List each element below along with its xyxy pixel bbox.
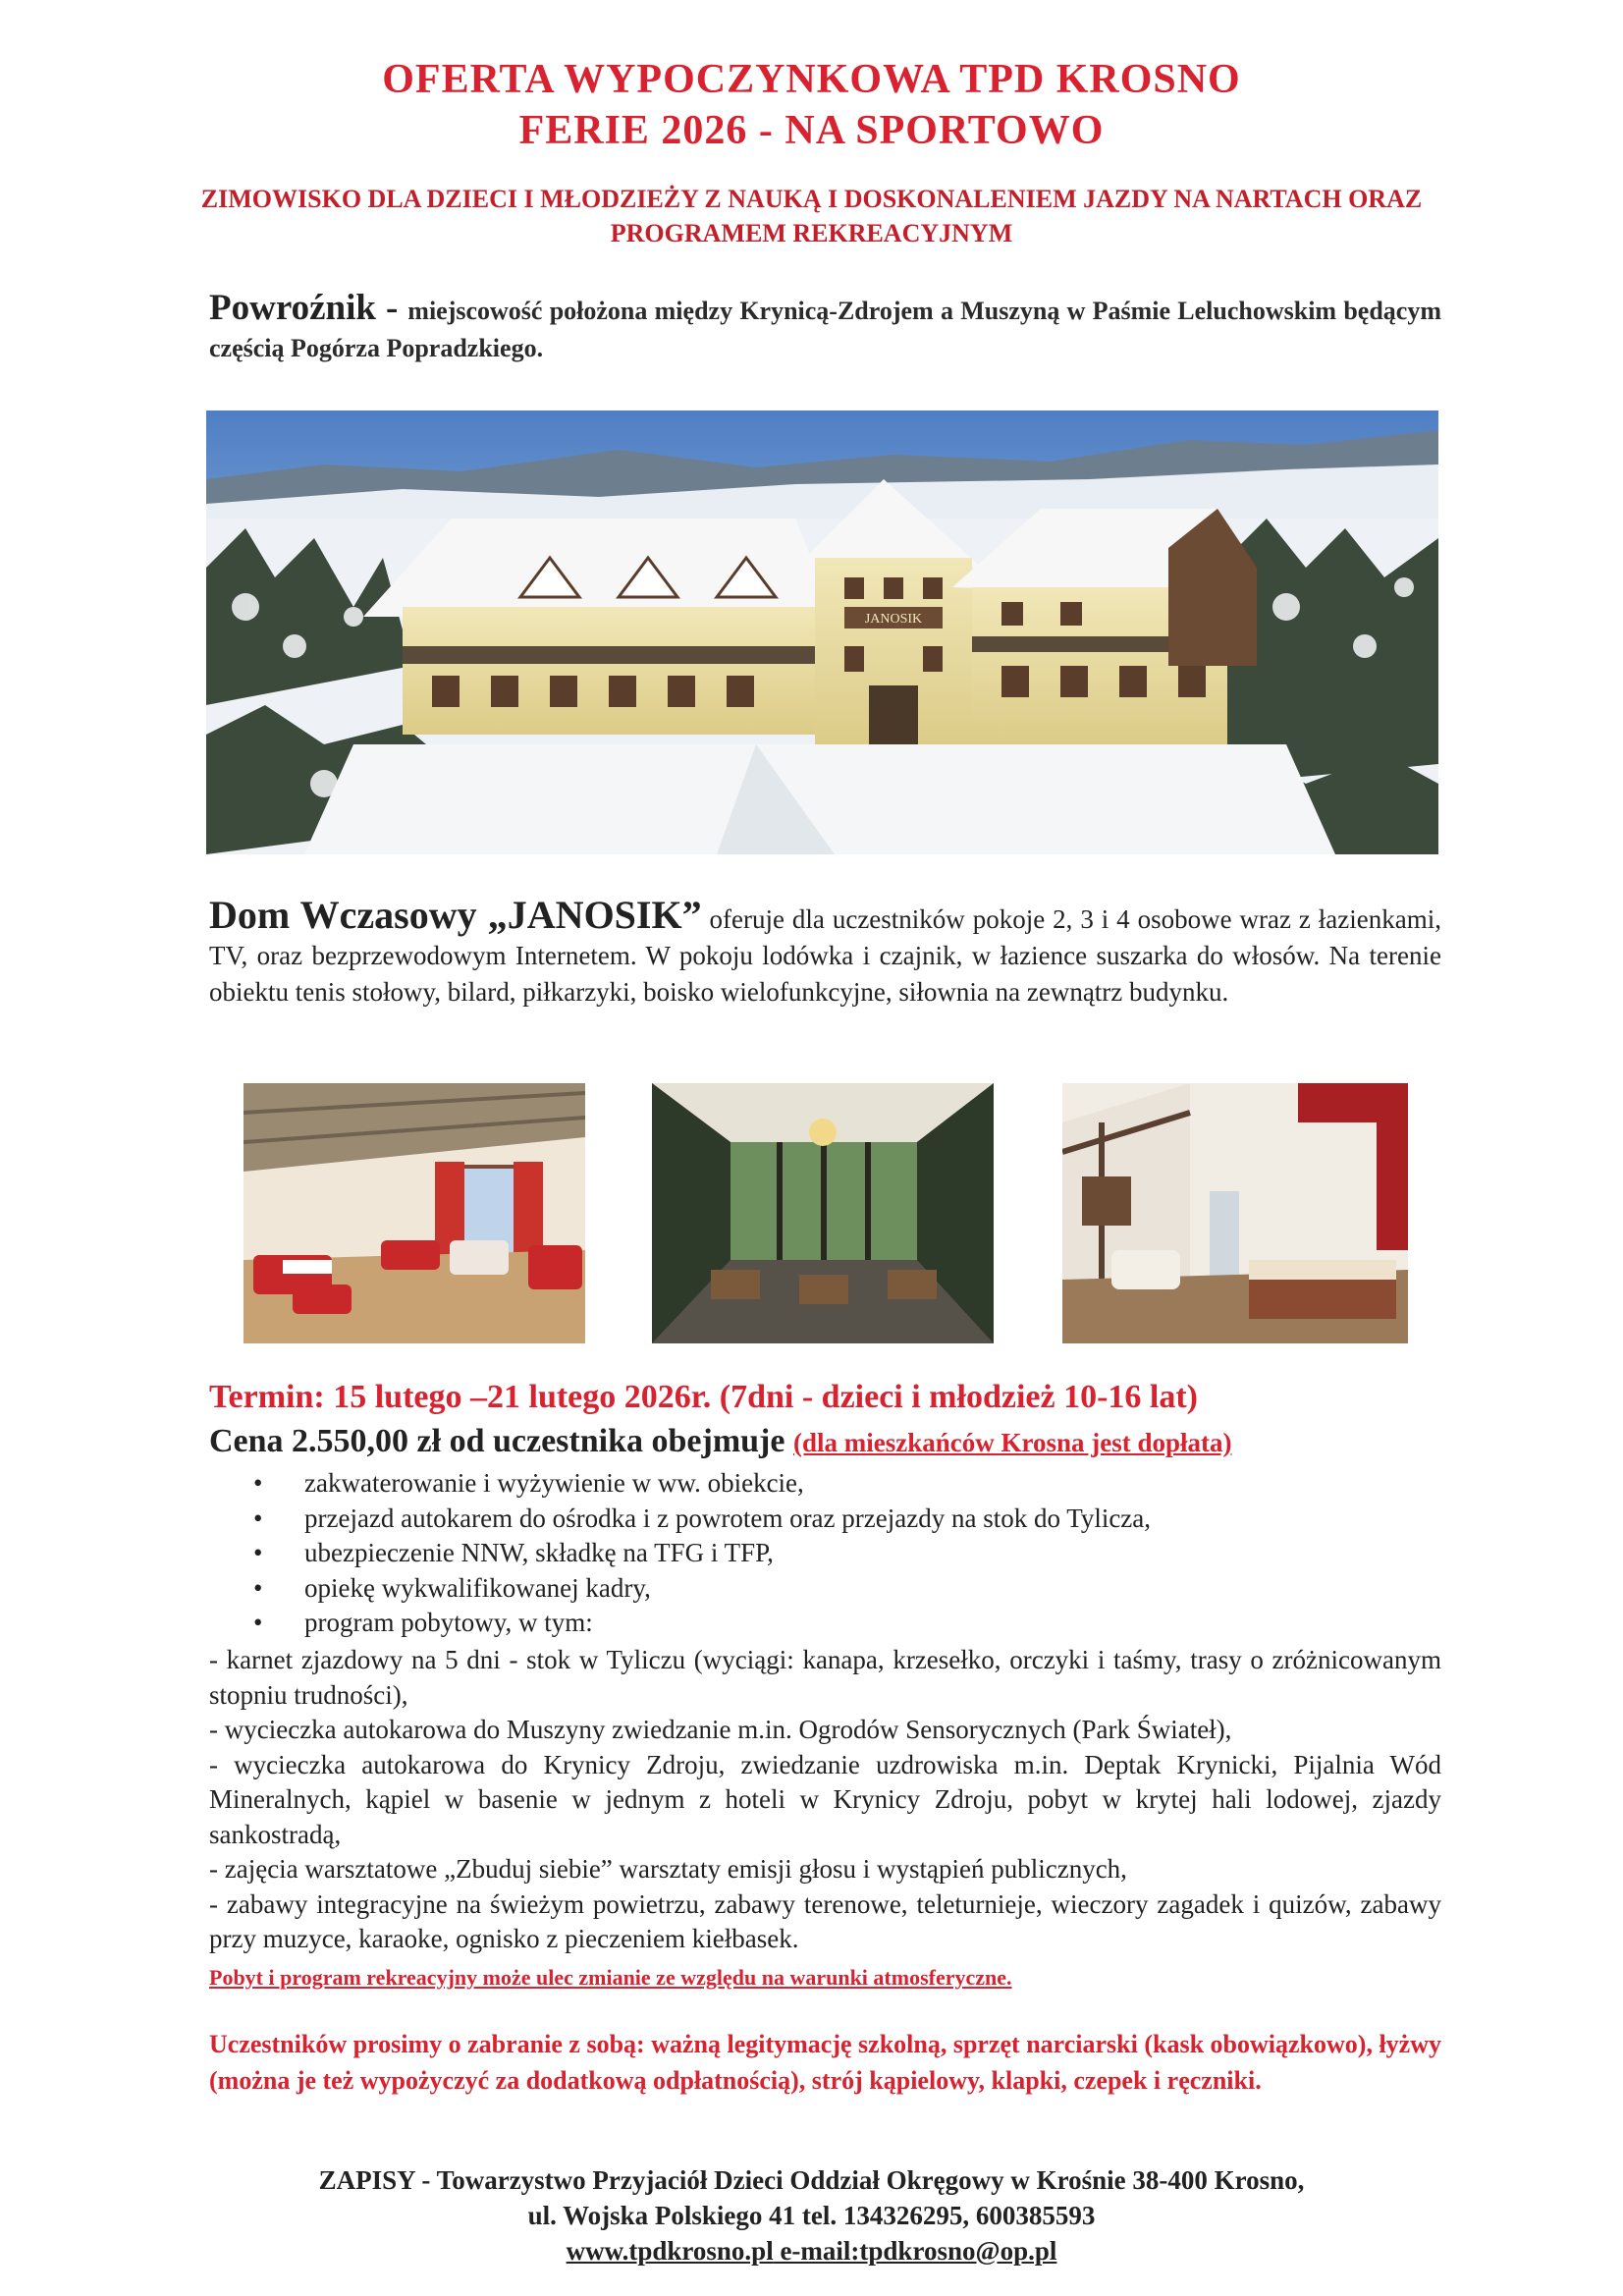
house-description-text: oferuje dla uczestników pokoje 2, 3 i 4 osobowe wraz z łazienkami, TV, oraz bezprzewodowym Internetem. W pokoju lodówka i czajnik, w łazience suszarka do włosów. Na terenie obiektu tenis stołowy, bilard, piłkarzyki, boisko wielofunkcyjne, siłownia na zewnątrz budynku. [209,904,1441,1007]
dining-room-image [652,1083,994,1343]
bullet-icon: • [253,1572,263,1603]
program-item: - wycieczka autokarowa do Krynicy Zdroju, zwiedzanie uzdrowiska m.in. Deptak Krynicki, Pijalnia Wód Mineralnych, kąpiel w basenie w jednym z hoteli w Krynicy Zdroju, pobyt w krytej hali lodowej, zjazdy sankostradą, [209,1749,1441,1849]
list-item-text: opiekę wykwalifikowanej kadry, [304,1572,651,1603]
list-item [245,1606,1424,1641]
program-item: - wycieczka autokarowa do Muszyny zwiedzanie m.in. Ogrodów Sensorycznych (Park Świateł), [209,1715,1232,1744]
house-description [209,893,1441,1011]
house-name: Dom Wczasowy „JANOSIK” [209,893,702,937]
bullet-icon: • [253,1538,263,1567]
place-name: Powroźnik [209,288,376,328]
term-line: Termin: 15 lutego –21 lutego 2026r. (7dni - dzieci i młodzież 10-16 lat) [209,1379,1198,1415]
list-item [245,1536,1424,1571]
website-link[interactable]: www.tpdkrosno.pl [566,2236,774,2266]
includes-list [245,1466,1424,1641]
list-item-text: ubezpieczenie NNW, składkę na TFG i TFP, [304,1538,774,1567]
list-item [245,1571,1424,1607]
footer-line-1: ZAPISY - Towarzystwo Przyjaciół Dzieci Oddział Okręgowy w Krośnie 38-400 Krosno, [318,2165,1305,2195]
bedroom-image [1062,1083,1408,1343]
email-link[interactable]: e-mail:tpdkrosno@op.pl [773,2236,1057,2266]
bedroom-photo [1062,1083,1408,1343]
lounge-photo [243,1083,585,1343]
program-item: - zabawy integracyjne na świeżym powietrzu, zabawy terenowe, teleturnieje, wieczory zagadek i quizów, zabawy przy muzyce, karaoke, ognisko z pieczeniem kiełbasek. [209,1888,1441,1953]
subtitle: ZIMOWISKO DLA DZIECI I MŁODZIEŻY Z NAUKĄ I DOSKONALENIEM JAZDY NA NARTACH ORAZ PROGRAMEM REKREACYJNYM [200,185,1423,247]
list-item-text: przejazd autokarem do ośrodka i z powrotem oraz przejazdy na stok do Tylicza, [304,1503,1152,1533]
what-to-bring: Uczestników prosimy o zabranie z sobą: ważną legitymację szkolną, sprzęt narciarski (kask obowiązkowo), łyżwy (można je też wypożyczyć za dodatkową odpłatnością), strój kąpielowy, klapki, czepek i ręczniki. [209,2030,1441,2095]
hotel-sign-text: JANOSIK [864,612,923,627]
list-item-text: zakwaterowanie i wyżywienie w ww. obiekcie, [304,1468,804,1498]
program-list [209,1643,1441,1957]
program-item: - zajęcia warsztatowe „Zbuduj siebie” warsztaty emisji głosu i wystąpień publicznych, [209,1854,1127,1884]
footer-line-2: ul. Wojska Polskiego 41 tel. 134326295, 600385593 [527,2201,1096,2230]
hotel-photo [206,410,1438,854]
page-title-line-1: OFERTA WYPOCZYNKOWA TPD KROSNO [382,57,1241,102]
price-line [209,1421,1486,1463]
footer [0,2162,1623,2269]
weather-warning: Pobyt i program rekreacyjny może ulec zmianie ze względu na warunki atmosferyczne. [209,1965,1012,1990]
page-title-line-2: FERIE 2026 - NA SPORTOWO [518,108,1105,153]
hotel-winter-image [206,410,1438,854]
program-item: - karnet zjazdowy na 5 dni - stok w Tyliczu (wyciągi: kanapa, krzesełko, orczyki i taśmy, trasy o zróżnicowanym stopniu trudności), [209,1645,1441,1710]
bullet-icon: • [253,1468,263,1498]
price-text: Cena 2.550,00 zł od uczestnika obejmuje [209,1423,793,1459]
dining-room-photo [652,1083,994,1343]
bullet-icon: • [253,1503,263,1533]
lounge-image [243,1083,585,1343]
price-note: (dla mieszkańców Krosna jest dopłata) [792,1428,1232,1457]
intro-description: miejscowość położona między Krynicą-Zdrojem a Muszyną w Paśmie Leluchowskim będącym częścią Pogórza Popradzkiego. [209,297,1441,362]
intro-paragraph [209,290,1441,367]
list-item [245,1466,1424,1502]
list-item [245,1502,1424,1537]
bullet-icon: • [253,1608,263,1637]
intro-dash: - [375,288,408,328]
list-item-text: program pobytowy, w tym: [304,1608,593,1637]
